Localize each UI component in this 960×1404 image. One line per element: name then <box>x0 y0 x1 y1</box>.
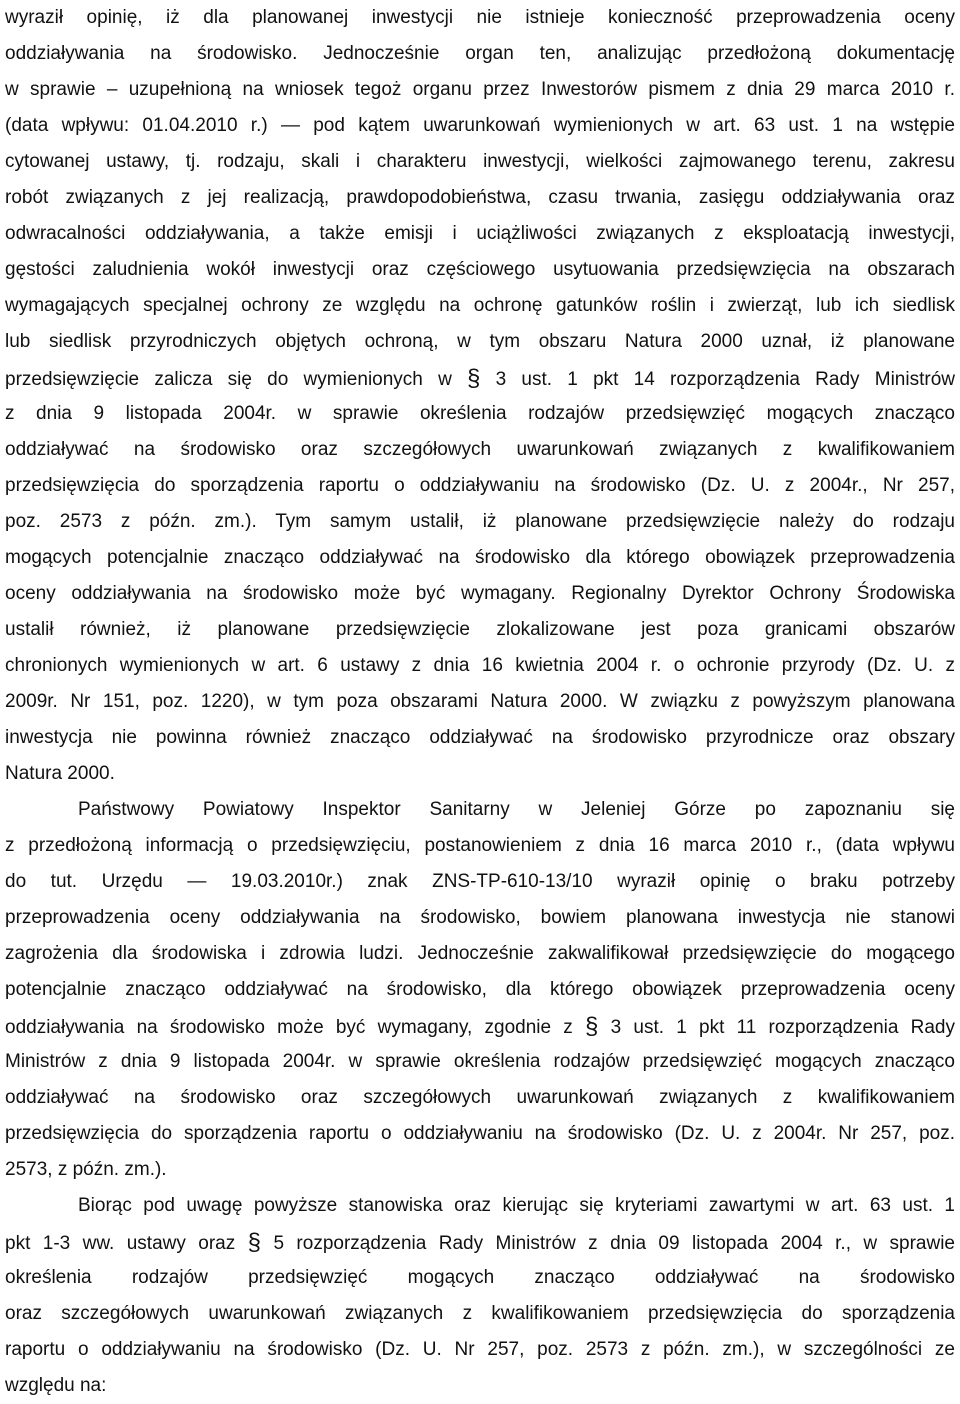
paragraph-1-line: w sprawie – uzupełnioną na wniosek tegoż organu przez Inwestorów pismem z dnia 29 marca 2010 r. <box>5 79 955 100</box>
text-run: 5 rozporządzenia Rady Ministrów z dnia 09 listopada 2004 r., w sprawie <box>261 1233 955 1254</box>
paragraph-1-line: chronionych wymienionych w art. 6 ustawy z dnia 16 kwietnia 2004 r. o ochronie przyrody (Dz. U. z <box>5 655 955 676</box>
document-body <box>5 0 955 1404</box>
paragraph-2-line: Ministrów z dnia 9 listopada 2004r. w sprawie określenia rodzajów przedsięwzięć mogących znacząco <box>5 1051 955 1072</box>
paragraph-1-line: lub siedlisk przyrodniczych objętych ochroną, w tym obszaru Natura 2000 uznał, iż planowane <box>5 331 955 352</box>
paragraph-2-line: zagrożenia dla środowiska i zdrowia ludzi. Jednocześnie zakwalifikował przedsięwzięcie do mogącego <box>5 943 955 964</box>
text-run: 3 ust. 1 pkt 11 rozporządzenia Rady <box>598 1017 955 1038</box>
text-run: oddziaływania na środowisko może być wymagany, zgodnie z <box>5 1017 586 1038</box>
section-sign: § <box>467 365 481 392</box>
paragraph-1-line: 2009r. Nr 151, poz. 1220), w tym poza obszarami Natura 2000. W związku z powyższym planowana <box>5 691 955 712</box>
paragraph-1-line: gęstości zaludnienia wokół inwestycji oraz częściowego usytuowania przedsięwzięcia na obszarach <box>5 259 955 280</box>
paragraph-3-line <box>5 1224 955 1260</box>
paragraph-2-line: przeprowadzenia oceny oddziaływania na środowisko, bowiem planowana inwestycja nie stanowi <box>5 907 955 928</box>
section-sign: § <box>585 1013 599 1040</box>
paragraph-1-line: poz. 2573 z późn. zm.). Tym samym ustalił, iż planowane przedsięwzięcie należy do rodzaju <box>5 511 955 532</box>
paragraph-1-line: wymagających specjalnej ochrony ze względu na ochronę gatunków roślin i zwierząt, lub ich siedlisk <box>5 295 955 316</box>
paragraph-1-line: mogących potencjalnie znacząco oddziaływać na środowisko dla którego obowiązek przeprowadzenia <box>5 547 955 568</box>
paragraph-3-line: raportu o oddziaływaniu na środowisko (Dz. U. Nr 257, poz. 2573 z późn. zm.), w szczególności ze <box>5 1339 955 1360</box>
paragraph-1-line: robót związanych z jej realizacją, prawdopodobieństwa, czasu trwania, zasięgu oddziaływania oraz <box>5 187 955 208</box>
paragraph-1-line: wyraził opinię, iż dla planowanej inwestycji nie istnieje konieczność przeprowadzenia oceny <box>5 7 955 28</box>
paragraph-3-line: oraz szczegółowych uwarunkowań związanych z kwalifikowaniem przedsięwzięcia do sporządzenia <box>5 1303 955 1324</box>
text-run: przedsięwzięcie zalicza się do wymienionych w <box>5 369 468 390</box>
paragraph-1-line: inwestycja nie powinna również znacząco oddziaływać na środowisko przyrodnicze oraz obszary <box>5 727 955 748</box>
paragraph-2-line: oddziaływać na środowisko oraz szczegółowych uwarunkowań związanych z kwalifikowaniem <box>5 1087 955 1108</box>
paragraph-2-line: z przedłożoną informacją o przedsięwzięciu, postanowieniem z dnia 16 marca 2010 r., (data wpływu <box>5 835 955 856</box>
paragraph-1-line: z dnia 9 listopada 2004r. w sprawie określenia rodzajów przedsięwzięć mogących znacząco <box>5 403 955 424</box>
paragraph-2-line: 2573, z późn. zm.). <box>5 1159 167 1180</box>
paragraph-1-line: przedsięwzięcia do sporządzenia raportu o oddziaływaniu na środowisko (Dz. U. z 2004r., Nr 257, <box>5 475 955 496</box>
paragraph-3-line: Biorąc pod uwagę powyższe stanowiska oraz kierując się kryteriami zawartymi w art. 63 ust. 1 <box>78 1195 955 1216</box>
paragraph-2-line <box>5 1008 955 1044</box>
paragraph-3-line: względu na: <box>5 1375 107 1396</box>
paragraph-1-line: cytowanej ustawy, tj. rodzaju, skali i charakteru inwestycji, wielkości zajmowanego terenu, zakresu <box>5 151 955 172</box>
paragraph-1-line: ustalił również, iż planowane przedsięwzięcie zlokalizowane jest poza granicami obszarów <box>5 619 955 640</box>
paragraph-1-line <box>5 360 955 396</box>
document-page <box>5 0 955 1404</box>
paragraph-1-line: oddziaływać na środowisko oraz szczegółowych uwarunkowań związanych z kwalifikowaniem <box>5 439 955 460</box>
paragraph-2-line: przedsięwzięcia do sporządzenia raportu o oddziaływaniu na środowisko (Dz. U. z 2004r. Nr 257, poz. <box>5 1123 955 1144</box>
text-run: pkt 1-3 ww. ustawy oraz <box>5 1233 248 1254</box>
paragraph-2-line: Państwowy Powiatowy Inspektor Sanitarny w Jeleniej Górze po zapoznaniu się <box>78 799 955 820</box>
paragraph-2-line: potencjalnie znacząco oddziaływać na środowisko, dla którego obowiązek przeprowadzenia oceny <box>5 979 955 1000</box>
section-sign: § <box>247 1229 262 1256</box>
paragraph-1-line: odwracalności oddziaływania, a także emisji i uciążliwości związanych z eksploatacją inwestycji, <box>5 223 955 244</box>
paragraph-3-line: określenia rodzajów przedsięwzięć mogących znacząco oddziaływać na środowisko <box>5 1267 955 1288</box>
paragraph-1-line: oddziaływania na środowisko. Jednocześnie organ ten, analizując przedłożoną dokumentację <box>5 43 955 64</box>
paragraph-1-line: (data wpływu: 01.04.2010 r.) — pod kątem uwarunkowań wymienionych w art. 63 ust. 1 na wstępie <box>5 115 955 136</box>
paragraph-1-line: oceny oddziaływania na środowisko może być wymagany. Regionalny Dyrektor Ochrony Środowiska <box>5 583 955 604</box>
paragraph-2-line: do tut. Urzędu — 19.03.2010r.) znak ZNS-TP-610-13/10 wyraził opinię o braku potrzeby <box>5 871 955 892</box>
paragraph-1-line: Natura 2000. <box>5 763 115 784</box>
text-run: 3 ust. 1 pkt 14 rozporządzenia Rady Ministrów <box>480 369 955 390</box>
